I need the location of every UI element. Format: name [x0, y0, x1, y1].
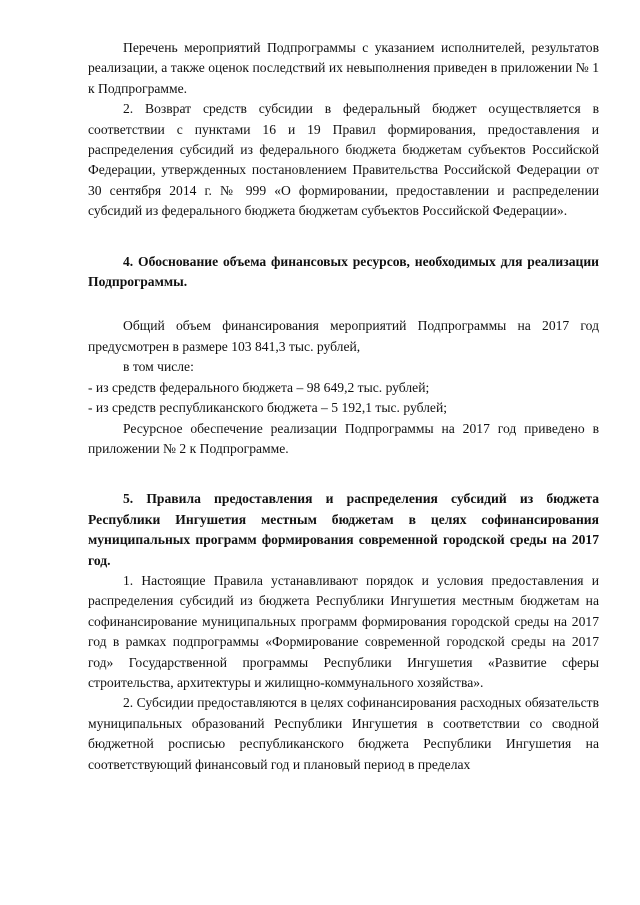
section-4-heading: 4. Обоснование объема финансовых ресурсов, необходимых для реализации Подпрограммы. — [88, 253, 599, 290]
spacer — [88, 292, 599, 316]
document-page — [88, 38, 599, 775]
spacer — [88, 222, 599, 252]
spacer — [88, 459, 599, 489]
paragraph-including: в том числе: — [123, 359, 194, 375]
paragraph-subsidy-return: 2. Возврат средств субсидии в федеральный бюджет осуществляется в соответствии с пунктами 16 и 19 Правил формирования, предоставления и распределения субсидий из федерального бюджета бюджетам субъектов Российской Федерации, утвержденных постановлением Правительства Российской Федерации от 30 сентября 2014 г. № 999 «О формировании, предоставлении и распределении субсидий из федерального бюджета бюджетам субъектов Российской Федерации». — [88, 101, 599, 219]
bullet-federal-budget: - из средств федерального бюджета – 98 649,2 тыс. рублей; — [88, 379, 430, 395]
paragraph-resource-provision: Ресурсное обеспечение реализации Подпрограммы на 2017 год приведено в приложении № 2 к Подпрограмме. — [88, 420, 599, 456]
paragraph-subsidy-purpose: 2. Субсидии предоставляются в целях софинансирования расходных обязательств муниципальных образований Республики Ингушетия в соответствии со сводной бюджетной росписью республиканского бюджета Республики Ингушетия на соответствующий финансовый год и плановый период в пределах — [88, 695, 599, 772]
bullet-republic-budget: - из средств республиканского бюджета – 5 192,1 тыс. рублей; — [88, 400, 448, 416]
section-5-heading: 5. Правила предоставления и распределения субсидий из бюджета Республики Ингушетия местным бюджетам в целях софинансирования муниципальных программ формирования современной городской среды на 2017 год. — [88, 491, 599, 568]
paragraph-rules-scope: 1. Настоящие Правила устанавливают порядок и условия предоставления и распределения субсидий из бюджета Республики Ингушетия местным бюджетам на софинансирование муниципальных программ формирования городской среды на 2017 год в рамках подпрограммы «Формирование современной городской среды на 2017 год» Государственной программы Республики Ингушетия «Развитие сферы строительства, архитектуры и жилищно-коммунального хозяйства». — [88, 572, 599, 690]
paragraph-activities-list: Перечень мероприятий Подпрограммы с указанием исполнителей, результатов реализации, а также оценок последствий их невыполнения приведен в приложении № 1 к Подпрограмме. — [88, 40, 599, 96]
paragraph-financing-total: Общий объем финансирования мероприятий Подпрограммы на 2017 год предусмотрен в размере 103 841,3 тыс. рублей, — [88, 318, 599, 354]
